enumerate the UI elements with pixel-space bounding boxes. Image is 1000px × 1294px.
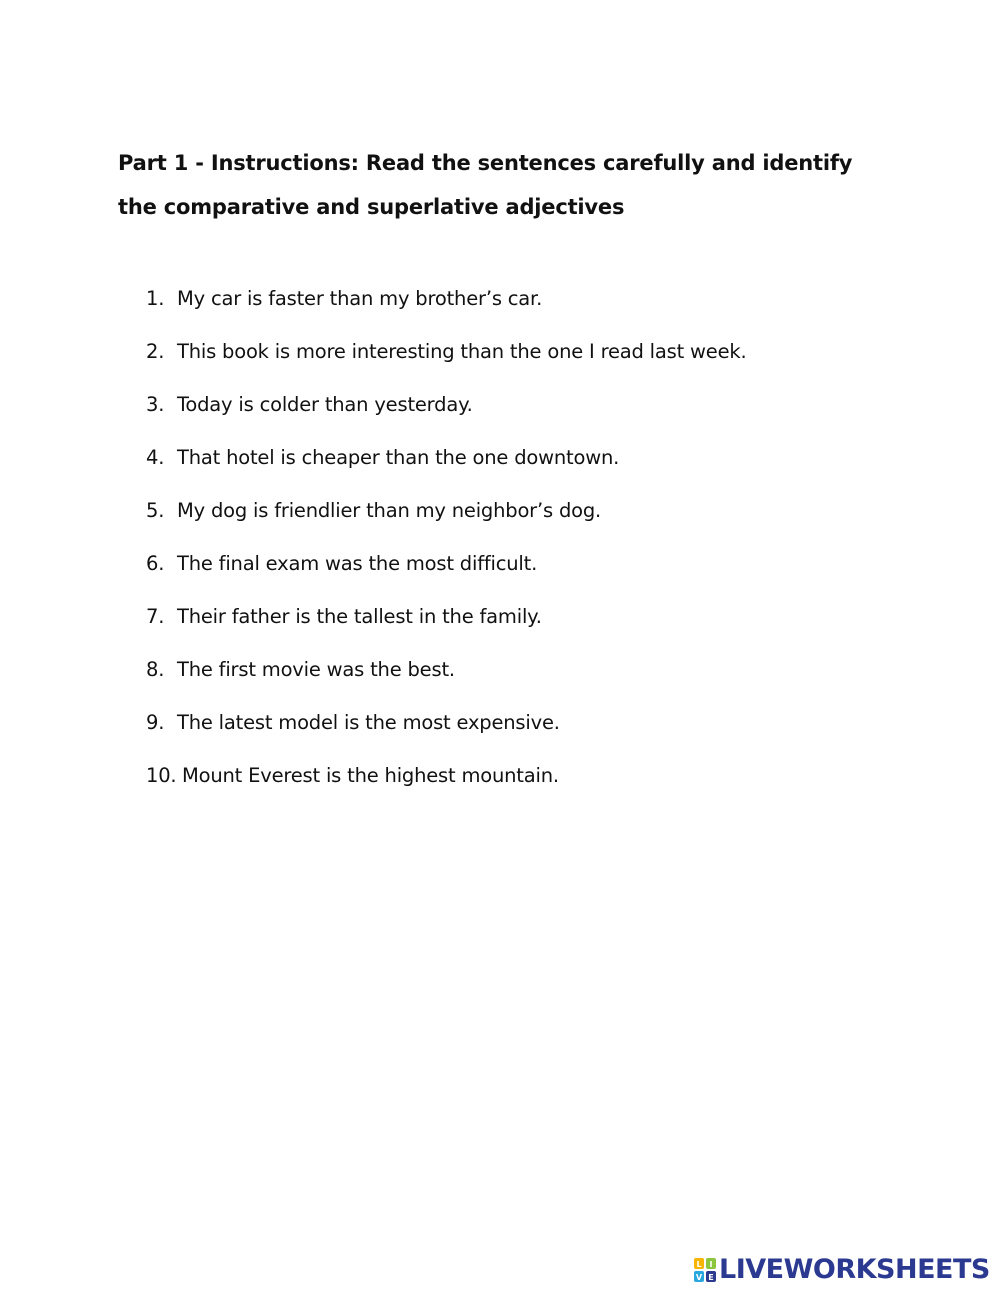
item-text: The latest model is the most expensive. <box>177 711 560 734</box>
list-item <box>146 388 747 441</box>
list-item <box>146 441 747 494</box>
instructions-heading <box>118 141 898 229</box>
list-item <box>146 547 747 600</box>
item-text: My car is faster than my brother’s car. <box>177 287 543 310</box>
list-item <box>146 282 747 335</box>
item-text: Mount Everest is the highest mountain. <box>182 764 559 787</box>
item-number: 9. <box>146 711 165 734</box>
item-number: 6. <box>146 552 165 575</box>
item-number: 2. <box>146 340 165 363</box>
svg-text:I: I <box>709 1260 713 1269</box>
item-number: 10. <box>146 764 177 787</box>
item-number: 8. <box>146 658 165 681</box>
item-number: 4. <box>146 446 165 469</box>
item-number: 1. <box>146 287 165 310</box>
list-item <box>146 653 747 706</box>
svg-text:L: L <box>696 1260 702 1269</box>
list-item <box>146 706 747 759</box>
item-text: This book is more interesting than the one I read last week. <box>177 340 747 363</box>
logo-blocks-icon <box>694 1258 716 1282</box>
heading-line-1: Part 1 - Instructions: Read the sentences carefully and identify <box>118 151 853 175</box>
item-text: My dog is friendlier than my neighbor’s dog. <box>177 499 602 522</box>
item-text: Today is colder than yesterday. <box>177 393 473 416</box>
list-item <box>146 335 747 388</box>
item-number: 7. <box>146 605 165 628</box>
list-item <box>146 494 747 547</box>
item-number: 3. <box>146 393 165 416</box>
item-text: Their father is the tallest in the family. <box>177 605 542 628</box>
item-text: The final exam was the most difficult. <box>177 552 538 575</box>
list-item <box>146 759 747 812</box>
svg-text:V: V <box>695 1273 703 1282</box>
sentence-list <box>146 282 747 812</box>
list-item <box>146 600 747 653</box>
liveworksheets-logo <box>694 1255 990 1285</box>
item-text: That hotel is cheaper than the one downtown. <box>177 446 620 469</box>
item-number: 5. <box>146 499 165 522</box>
svg-text:E: E <box>708 1273 714 1282</box>
item-text: The first movie was the best. <box>177 658 455 681</box>
heading-line-2: the comparative and superlative adjectives <box>118 195 625 219</box>
logo-text: LIVEWORKSHEETS <box>719 1254 990 1285</box>
